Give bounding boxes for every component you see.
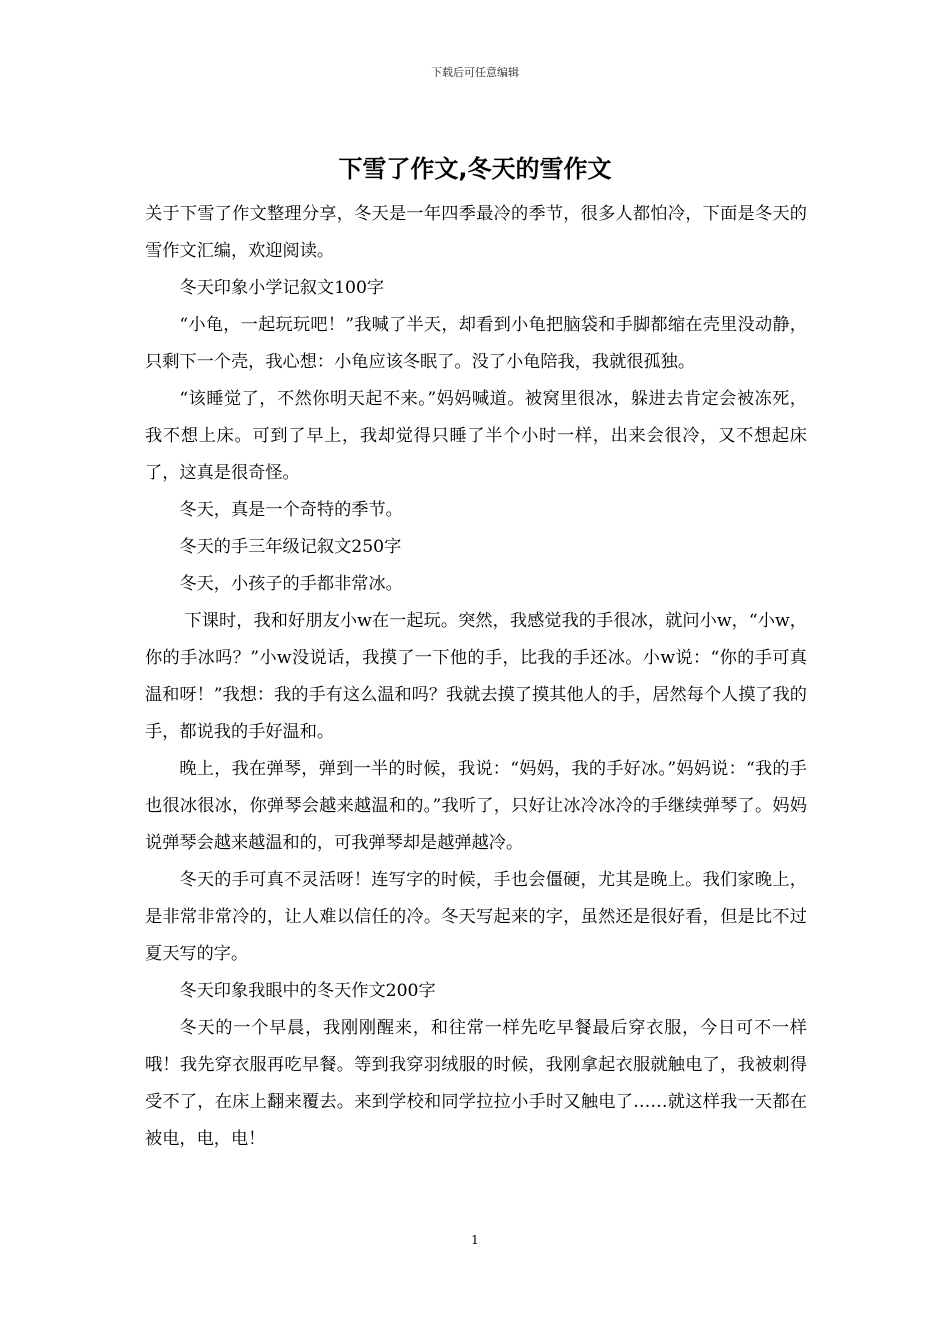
paragraph: 下课时，我和好朋友小w在一起玩。突然，我感觉我的手很冰，就问小w，“小w，你的手冰吗？”小w没说话，我摸了一下他的手，比我的手还冰。小w说：“你的手可真温和呀！”我想：我的手有这么温和吗？我就去摸了摸其他人的手，居然每个人摸了我的手，都说我的手好温和。 bbox=[145, 611, 807, 742]
document-title: 下雪了作文,冬天的雪作文 bbox=[338, 155, 612, 183]
document-body bbox=[145, 196, 807, 1158]
paragraph: 晚上，我在弹琴，弹到一半的时候，我说：“妈妈，我的手好冰。”妈妈说：“我的手也很冰很冰，你弹琴会越来越温和的。”我听了，只好让冰冷冰冷的手继续弹琴了。妈妈说弹琴会越来越温和的，可我弹琴却是越弹越冷。 bbox=[145, 759, 807, 853]
paragraph: “该睡觉了，不然你明天起不来。”妈妈喊道。被窝里很冰，躲进去肯定会被冻死，我不想上床。可到了早上，我却觉得只睡了半个小时一样，出来会很冷，又不想起床了，这真是很奇怪。 bbox=[145, 389, 807, 483]
paragraph: 冬天，小孩子的手都非常冰。 bbox=[179, 574, 403, 594]
header-note: 下载后可任意编辑 bbox=[431, 66, 519, 79]
paragraph: 冬天，真是一个奇特的季节。 bbox=[179, 500, 403, 520]
page-number: 1 bbox=[471, 1233, 479, 1247]
paragraph: “小龟，一起玩玩吧！”我喊了半天，却看到小龟把脑袋和手脚都缩在壳里没动静，只剩下一个壳，我心想：小龟应该冬眠了。没了小龟陪我，我就很孤独。 bbox=[145, 315, 807, 372]
paragraph: 冬天的一个早晨，我刚刚醒来，和往常一样先吃早餐最后穿衣服，今日可不一样哦！我先穿衣服再吃早餐。等到我穿羽绒服的时候，我刚拿起衣服就触电了，我被刺得受不了，在床上翻来覆去。来到学校和同学拉拉小手时又触电了……就这样我一天都在被电，电，电！ bbox=[145, 1018, 807, 1149]
section-heading-1: 冬天印象小学记叙文100字 bbox=[179, 278, 385, 298]
section-heading-2: 冬天的手三年级记叙文250字 bbox=[179, 537, 402, 557]
intro-paragraph: 关于下雪了作文整理分享，冬天是一年四季最冷的季节，很多人都怕冷，下面是冬天的雪作文汇编，欢迎阅读。 bbox=[145, 204, 807, 261]
section-heading-3: 冬天印象我眼中的冬天作文200字 bbox=[179, 981, 436, 1001]
paragraph: 冬天的手可真不灵活呀！连写字的时候，手也会僵硬，尤其是晚上。我们家晚上，是非常非常冷的，让人难以信任的冷。冬天写起来的字，虽然还是很好看，但是比不过夏天写的字。 bbox=[145, 870, 807, 964]
